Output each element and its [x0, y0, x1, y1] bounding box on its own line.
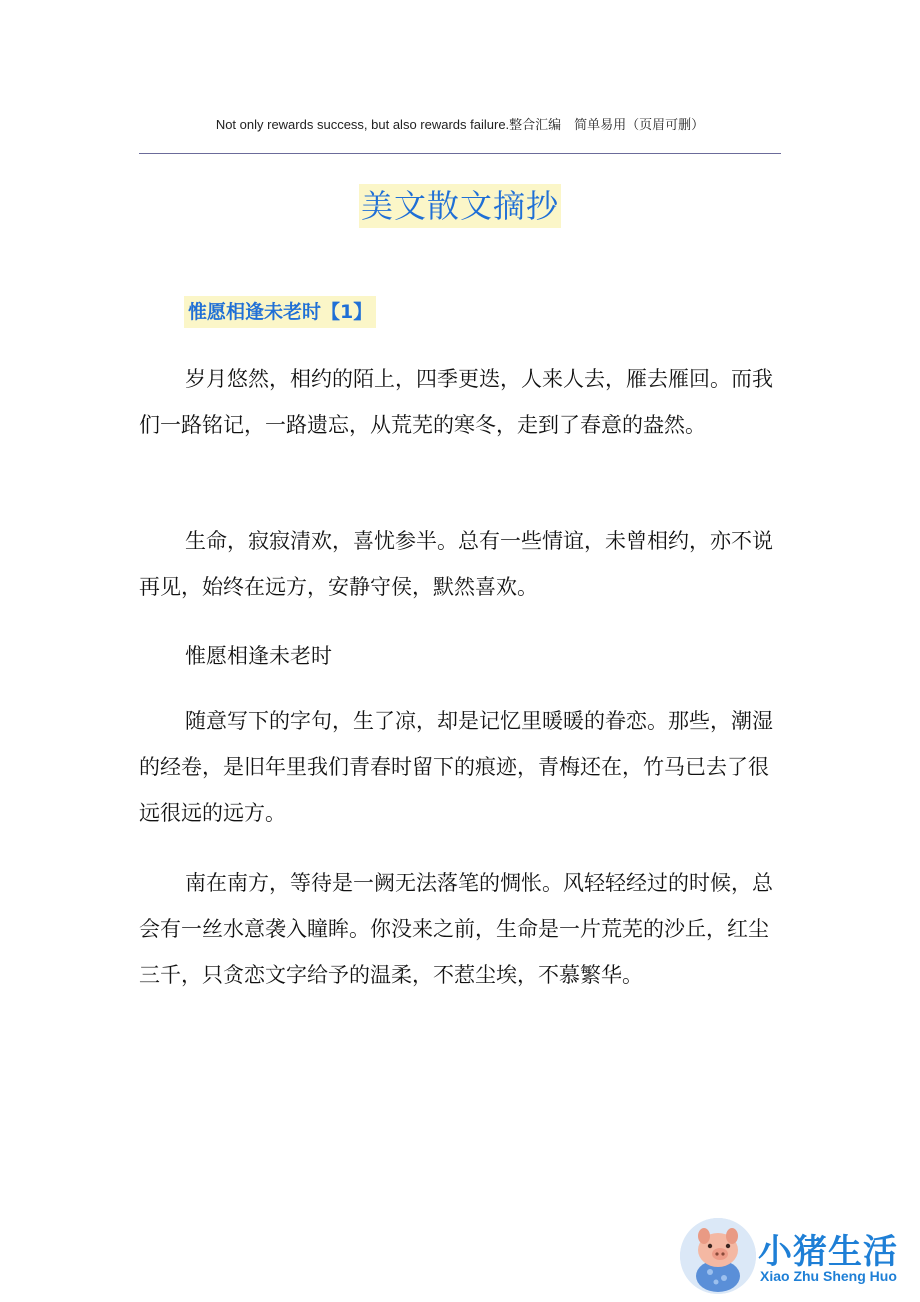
- header-divider: [139, 153, 781, 154]
- document-title: 美文散文摘抄: [359, 184, 561, 228]
- section-heading: 惟愿相逢未老时【1】: [184, 296, 376, 328]
- paragraph: 惟愿相逢未老时: [185, 644, 332, 668]
- pig-mascot-icon: [680, 1218, 756, 1294]
- paragraph: 生命，寂寂清欢，喜忧参半。总有一些情谊，未曾相约，亦不说再见，始终在远方，安静守侯，默然喜欢。: [139, 529, 773, 599]
- paragraph: 随意写下的字句，生了凉，却是记忆里暖暖的眷恋。那些，潮湿的经卷，是旧年里我们青春时留下的痕迹，青梅还在，竹马已去了很远很远的远方。: [139, 709, 773, 825]
- paragraph: 岁月悠然，相约的陌上，四季更迭，人来人去，雁去雁回。而我们一路铭记，一路遗忘，从荒芜的寒冬，走到了春意的盎然。: [139, 367, 773, 437]
- watermark-name: 小猪生活: [758, 1232, 898, 1272]
- watermark-pinyin: Xiao Zhu Sheng Huo: [760, 1268, 897, 1284]
- page-header: Not only rewards success, but also rewards failure.整合汇编 简单易用（页眉可删）: [215, 117, 705, 132]
- paragraph: 南在南方，等待是一阙无法落笔的惆怅。风轻轻经过的时候，总会有一丝水意袭入瞳眸。你没来之前，生命是一片荒芜的沙丘，红尘三千，只贪恋文字给予的温柔，不惹尘埃，不慕繁华。: [139, 871, 773, 987]
- document-title-wrapper: [0, 184, 920, 228]
- watermark-logo: [680, 1218, 920, 1302]
